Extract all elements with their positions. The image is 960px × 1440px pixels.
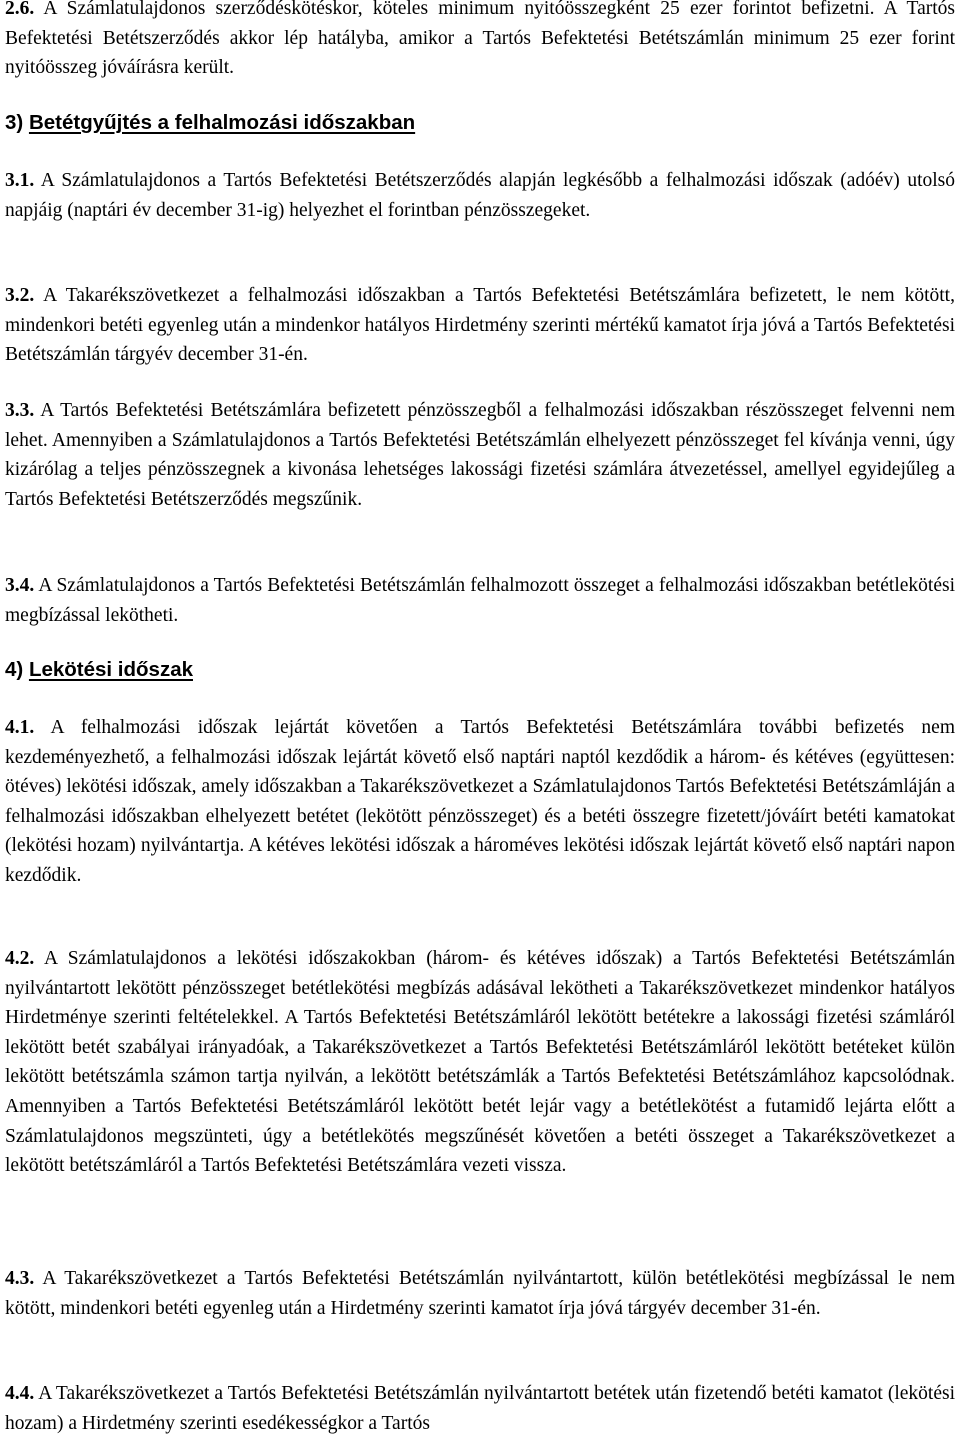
clause-number: 3.3. — [5, 400, 35, 421]
paragraph-3-1 — [5, 166, 955, 225]
clause-text: A Számlatulajdonos a lekötési időszakokban (három- és kétéves időszak) a Tartós Befektetési Betétszámlán nyilvántartott lekötött pénzösszeget betétlekötési megbízás adásával lekötheti a Takarékszövetkezet mindenkor hatályos Hirdetménye szerinti feltételekkel. A Tartós Befektetési Betétszámláról lekötött betétekre a lakossági fizetési számláról lekötött betét szabályai irányadóak, a Takarékszövetkezet a Tartós Befektetési Betétszámláról lekötött betéteket külön lekötött betétszámla számon tartja nyilván, a lekötött betétszámlák a Tartós Befektetési Betétszámlához kapcsolódnak. Amennyiben a Tartós Befektetési Betétszámláról lekötött betét lejár vagy a betétlekötést a futamidő lejárta előtt a Számlatulajdonos megszünteti, úgy a betétlekötés megszűnését követően a betéti összeget a Takarékszövetkezet a lekötött betétszámláról a Tartós Befektetési Betétszámlára vezeti vissza. — [5, 948, 955, 1177]
section-title: Lekötési időszak — [28, 658, 193, 681]
clause-number: 4.1. — [5, 717, 35, 738]
clause-text: A Tartós Befektetési Betétszámlára befizetett pénzösszegből a felhalmozási időszakban részösszeget felvenni nem lehet. Amennyiben a Számlatulajdonos a Tartós Befektetési Betétszámlán elhelyezett pénzösszeget fel kívánja venni, úgy kizárólag a teljes pénzösszegnek a kivonása lehetséges lakossági fizetési számlára átvezetéssel, amellyel egyidejűleg a Tartós Befektetési Betétszerződés megszűnik. — [5, 400, 955, 510]
section-number: 4) — [5, 658, 24, 681]
clause-text: A felhalmozási időszak lejártát követően a Tartós Befektetési Betétszámlára további befizetés nem kezdeményezhető, a felhalmozási időszak lejártát követő első naptári naptól kezdődik a három- és kétéves (együttesen: ötéves) lekötési időszak, amely időszakban a Takarékszövetkezet a Számlatulajdonos Tartós Befektetési Betétszámláján a felhalmozási időszakban elhelyezett betétet (lekötött pénzösszeget) és a betéti összegre fizetett/jóváírt betéti kamatokat (lekötési hozam) nyilvántartja. A kétéves lekötési időszak a hároméves lekötési időszak lejártát követő első naptári napon kezdődik. — [5, 717, 955, 886]
clause-number: 3.1. — [5, 170, 35, 191]
paragraph-4-3 — [5, 1264, 955, 1323]
clause-text: A Takarékszövetkezet a felhalmozási időszakban a Tartós Befektetési Betétszámlára befizetett, le nem kötött, mindenkori betéti egyenleg után a mindenkor hatályos Hirdetmény szerinti mértékű kamatot írja jóvá a Tartós Befektetési Betétszámlán tárgyév december 31-én. — [5, 285, 955, 366]
paragraph-3-2 — [5, 281, 955, 370]
section-heading-4 — [5, 655, 955, 685]
paragraph-4-4 — [5, 1379, 955, 1438]
clause-text: A Takarékszövetkezet a Tartós Befektetési Betétszámlán nyilvántartott, külön betétlekötési megbízással le nem kötött, mindenkori betéti egyenleg után a Hirdetmény szerinti kamatot írja jóvá tárgyév december 31-én. — [5, 1268, 955, 1319]
clause-number: 4.4. — [5, 1383, 35, 1404]
section-number: 3) — [5, 111, 24, 134]
clause-text: A Takarékszövetkezet a Tartós Befektetési Betétszámlán nyilvántartott betétek után fizetendő betéti kamatot (lekötési hozam) a Hirdetmény szerinti esedékességkor a Tartós — [5, 1383, 955, 1434]
clause-number: 2.6. — [5, 0, 35, 19]
section-heading-3 — [5, 108, 955, 138]
clause-text: A Számlatulajdonos a Tartós Befektetési Betétszámlán felhalmozott összeget a felhalmozási időszakban betétlekötési megbízással lekötheti. — [5, 575, 955, 626]
clause-number: 3.4. — [5, 575, 35, 596]
clause-text: A Számlatulajdonos a Tartós Befektetési Betétszerződés alapján legkésőbb a felhalmozási időszak (adóév) utolsó napjáig (naptári év december 31-ig) helyezhet el forintban pénzösszegeket. — [5, 170, 955, 221]
clause-number: 4.2. — [5, 948, 35, 969]
paragraph-3-3 — [5, 396, 955, 514]
clause-text: A Számlatulajdonos szerződéskötéskor, köteles minimum nyitóösszegként 25 ezer forintot befizetni. A Tartós Befektetési Betétszerződés akkor lép hatályba, amikor a Tartós Befektetési Betétszámlán minimum 25 ezer forint nyitóösszeg jóváírásra került. — [5, 0, 955, 79]
paragraph-4-2 — [5, 944, 955, 1181]
clause-number: 3.2. — [5, 285, 35, 306]
section-title: Betétgyűjtés a felhalmozási időszakban — [28, 111, 416, 134]
paragraph-2-6 — [5, 0, 955, 83]
clause-number: 4.3. — [5, 1268, 35, 1289]
paragraph-3-4 — [5, 571, 955, 630]
paragraph-4-1 — [5, 713, 955, 891]
